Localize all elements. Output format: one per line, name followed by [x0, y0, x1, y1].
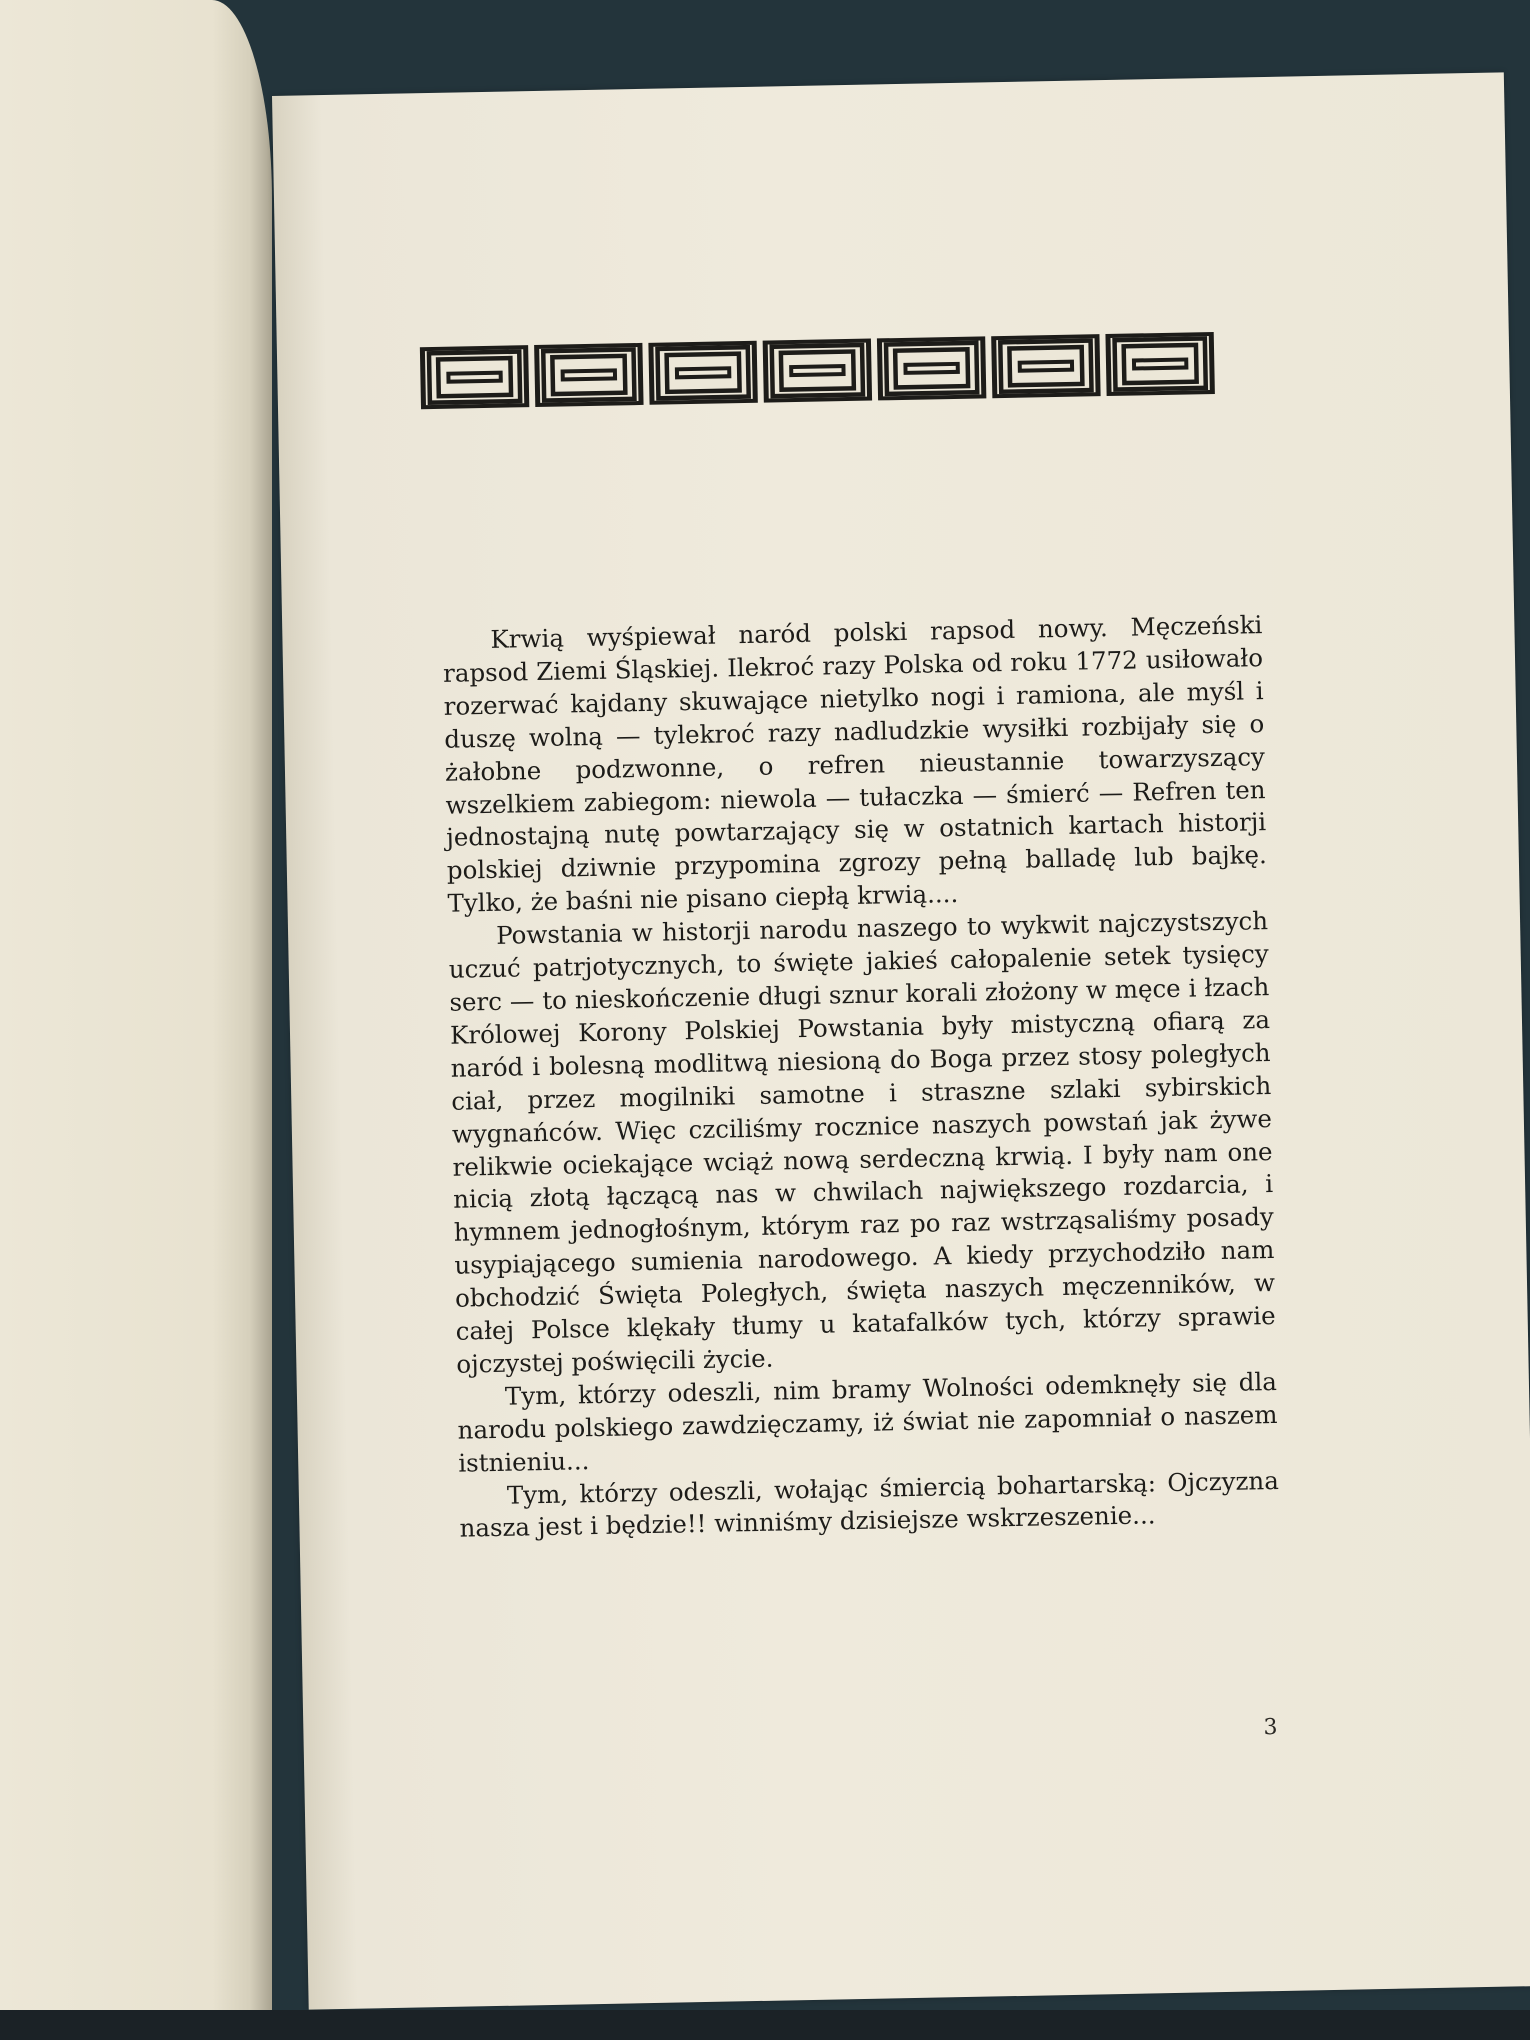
- table-edge: [0, 2010, 1530, 2040]
- left-page: [0, 0, 272, 2040]
- book-page: [272, 72, 1530, 2009]
- greek-key-ornament: [417, 328, 1218, 413]
- paragraph-3: Tym, którzy odeszli, nim bramy Wolności odemknęły się dla narodu polskiego zawdzięczamy, iż świat nie zapomniał o naszem istnieniu...: [457, 1366, 1278, 1478]
- ornament-tile: [420, 345, 529, 409]
- ornament-tile: [763, 339, 872, 403]
- paragraph-1: Krwią wyśpiewał naród polski rapsod nowy. Męczeński rapsod Ziemi Śląskiej. Ilekroć razy Polska od roku 1772 usiłowało rozerwać kajdany skuwające nietylko nogi i ramiona, ale myśl i duszę wolną — tylekroć razy nadludzkie wysiłki rozbijały się o żałobne podzwonne, o refren nieustannie towarzyszący wszelkiem zabiegom: niewola — tułaczka — śmierć — Refren ten jednostajną nutę powtarzający się w ostatnich kartach historji polskiej dziwnie przypomina zgrozy pełną balladę lub bajkę. Tylko, że baśni nie pisano ciepłą krwią....: [442, 610, 1268, 919]
- paragraph-2: Powstania w historji narodu naszego to wykwit najczystszych uczuć patrjotycznych, to święte jakieś całopalenie setek tysięcy serc — to nieskończenie długi sznur korali złożony w męce i łzach Królowej Korony Polskiej Powstania były mistyczną ofiarą za naród i bolesną modlitwą niesioną do Boga przez stosy poległych ciał, przez mogilniki samotne i straszne szlaki sybirskich wygnańców. Więc czciliśmy rocznice naszych powstań jak żywe relikwie ociekające wciąż nową serdeczną krwią. I były nam one nicią złotą łączącą nas w chwilach największego rozdarcia, i hymnem jednogłośnym, którym raz po raz wstrząsaliśmy posady usypiającego sumienia narodowego. A kiedy przychodziło nam obchodzić Święta Poległych, święta naszych męczenników, w całej Polsce klękały tłumy u katafalków tych, którzy sprawie ojczystej poświęcili życie.: [448, 906, 1276, 1379]
- paragraph-4: Tym, którzy odeszli, wołając śmiercią bohartarską: Ojczyzna nasza jest i będzie!! winniśmy dzisiejsze wskrzeszenie...: [459, 1465, 1280, 1544]
- ornament-tile: [877, 336, 986, 400]
- page-number: 3: [1263, 1714, 1278, 1741]
- ornament-tile: [991, 334, 1100, 398]
- ornament-tile: [648, 341, 757, 405]
- ornament-tile: [1105, 332, 1214, 396]
- ornament-tile: [534, 343, 643, 407]
- body-text: [442, 609, 1280, 1546]
